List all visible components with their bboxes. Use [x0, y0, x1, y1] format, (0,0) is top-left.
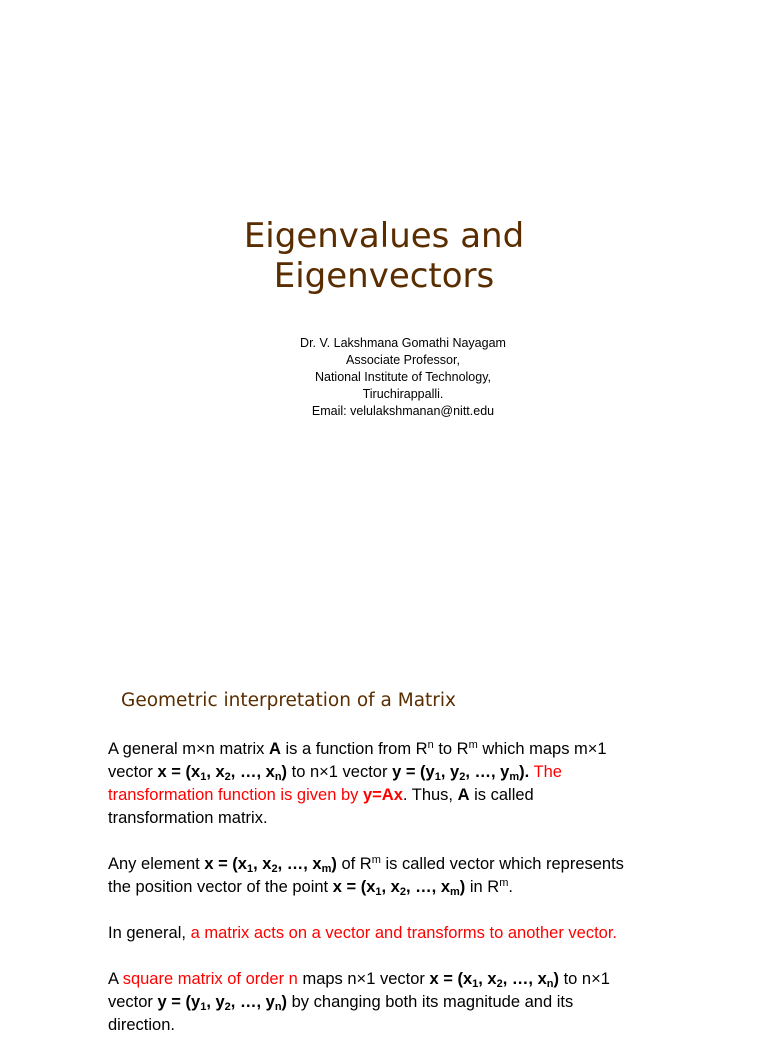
title-line-1: Eigenvalues and: [243, 216, 525, 256]
author-position: Associate Professor,: [346, 353, 460, 367]
text-line: Any element $x = (x_1$, $x_2$, …, $x_m$) of $R^m$ is called vector which represents: [108, 854, 624, 875]
text-line: transformation matrix.: [108, 809, 268, 827]
section-heading: Geometric interpretation of a Matrix: [121, 690, 457, 711]
paragraph-position-vector: [108, 853, 668, 899]
text-line: the position vector of the point $x = (x_1$, $x_2$, …, $x_m$) in $R^m$.: [108, 877, 513, 898]
title-line-2: Eigenvectors: [273, 256, 495, 296]
slide-title: [0, 216, 768, 296]
text-line: A square matrix of order n maps n×1 vector $x = (x_1$, $x_2$, …, $x_n$) to n×1: [108, 970, 610, 990]
author-block: [0, 335, 768, 420]
paragraph-general: [108, 922, 668, 945]
text-line: transformation function is given by y=Ax. Thus, A is called: [108, 786, 534, 804]
author-name: Dr. V. Lakshmana Gomathi Nayagam: [300, 336, 506, 350]
text-line: vector $x = (x_1$, $x_2$, …, $x_n$) to n×1 vector $y = (y_1$, $y_2$, …, $y_m$). The: [108, 763, 562, 783]
author-institute: National Institute of Technology,: [314, 370, 492, 384]
paragraph-transformation: [108, 738, 668, 830]
text-line: In general, a matrix acts on a vector and transforms to another vector.: [108, 924, 618, 942]
text-line: direction.: [108, 1016, 175, 1034]
author-email: Email: velulakshmanan@nitt.edu: [311, 404, 495, 418]
author-city: Tiruchirappalli.: [362, 387, 444, 401]
slide-body: [108, 738, 668, 1060]
text-line: vector $y = (y_1$, $y_2$, …, $y_n$) by changing both its magnitude and its: [108, 993, 574, 1013]
paragraph-square-matrix: [108, 968, 668, 1037]
text-line: A general m×n matrix A is a function from $R^n$ to $R^m$ which maps m×1: [108, 739, 607, 758]
